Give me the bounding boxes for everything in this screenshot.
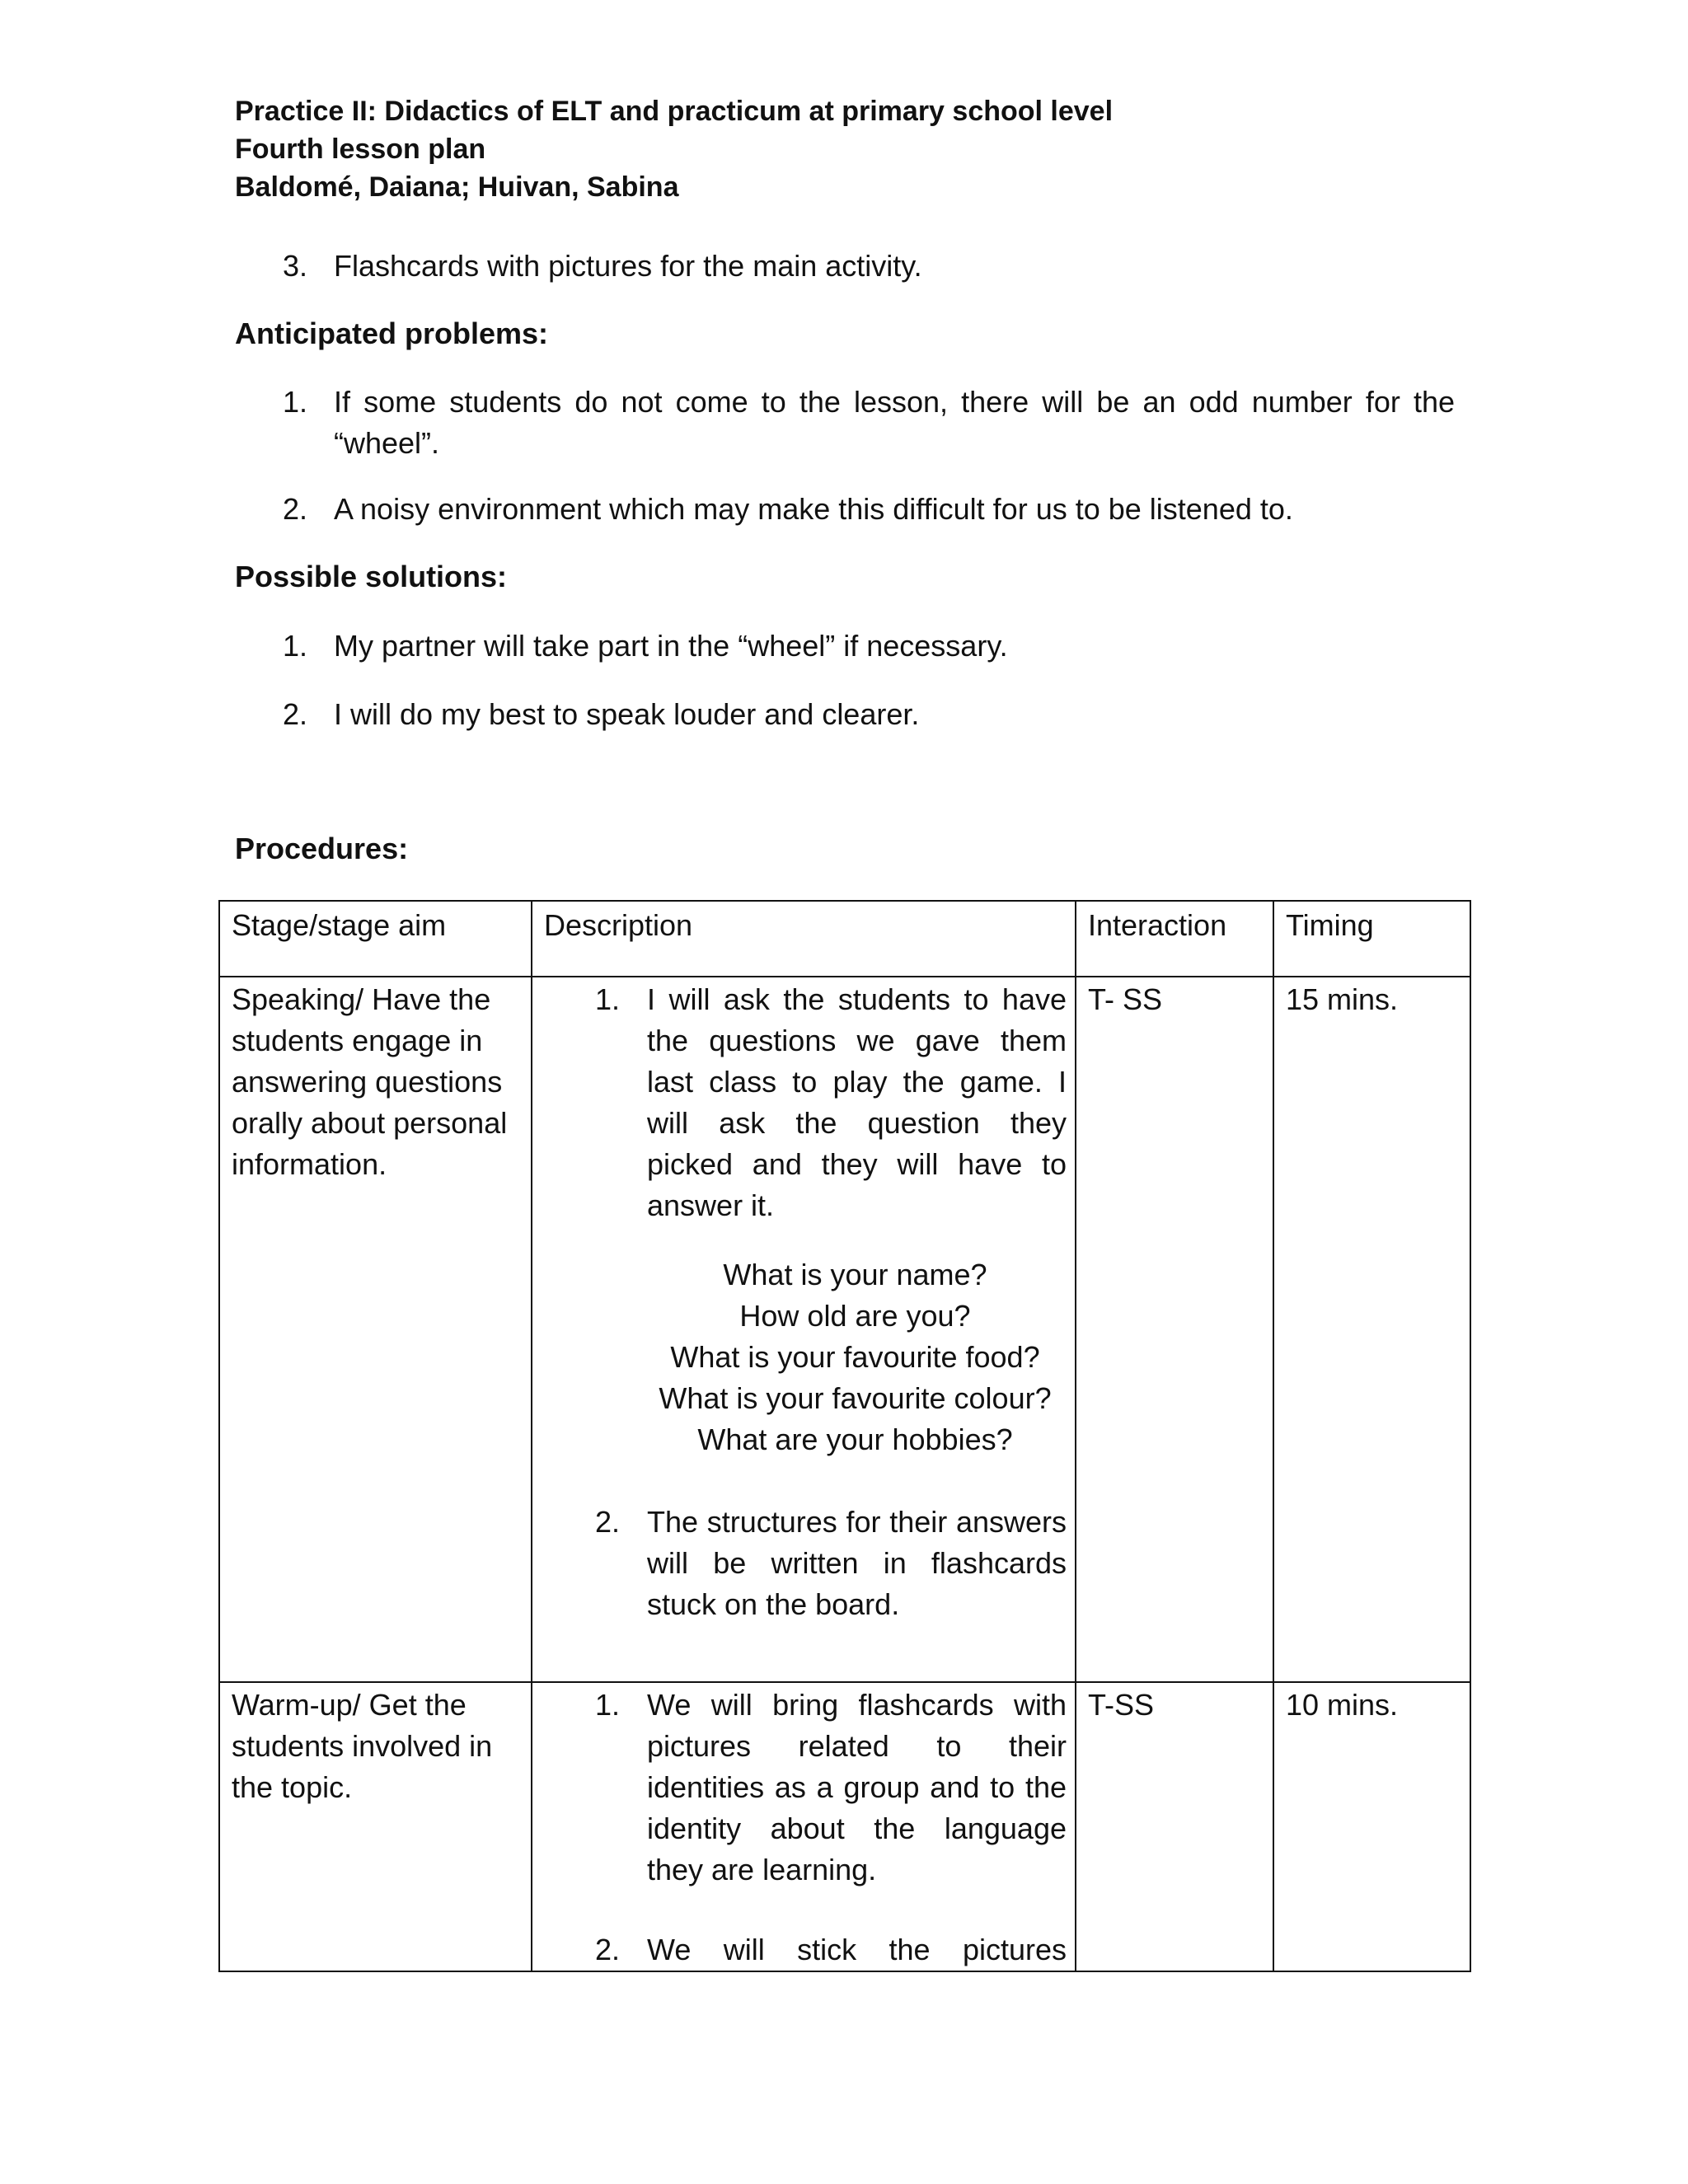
column-header-description: Description [532,901,1076,977]
lesson-plan-title: Fourth lesson plan [235,134,486,165]
question-item: What are your hobbies? [697,1422,1013,1456]
list-text: Flashcards with pictures for the main activity. [334,249,922,283]
stage-cell: Speaking/ Have the students engage in answering questions orally about personal information. [219,977,532,1682]
possible-solutions-heading: Possible solutions: [235,560,508,593]
list-text: If some students do not come to the lesson, there will be an odd number for the “wheel”. [334,385,1455,460]
table-header-row [219,901,1470,977]
question-item: What is your favourite colour? [659,1381,1052,1415]
list-number: 1. [283,385,308,419]
interaction-cell: T-SS [1076,1682,1273,1971]
description-text: I will ask the students to have the questions we gave them last class to play the game. I will ask the question they picked and they will have to answer it. [647,982,1067,1222]
timing-cell: 15 mins. [1273,977,1470,1682]
list-text: I will do my best to speak louder and clearer. [334,697,920,731]
list-number: 1. [283,629,308,663]
description-number: 1. [595,1688,621,1722]
authors: Baldomé, Daiana; Huivan, Sabina [235,171,679,203]
list-number: 2. [283,697,308,731]
procedures-heading: Procedures: [235,832,409,865]
anticipated-problems-heading: Anticipated problems: [235,316,549,350]
list-number: 3. [283,249,308,283]
description-item [544,979,1067,1226]
table-row [219,1682,1470,1971]
list-text: My partner will take part in the “wheel” if necessary. [334,629,1008,663]
stage-cell: Warm-up/ Get the students involved in the topic. [219,1682,532,1971]
description-text: We will stick the pictures [647,1933,1067,1966]
description-text: The structures for their answers will be written in flashcards stuck on the board. [647,1505,1067,1621]
description-cell [532,977,1076,1682]
spacer [544,1891,1063,1929]
procedures-table [218,900,1471,1972]
list-number: 2. [283,492,308,526]
description-cell [532,1682,1076,1971]
course-title: Practice II: Didactics of ELT and practicum at primary school level [235,96,1114,127]
description-item [544,1929,1067,1971]
table-row [219,977,1470,1682]
description-number: 1. [595,982,621,1016]
list-text: A noisy environment which may make this difficult for us to be listened to. [334,492,1293,526]
description-number: 2. [595,1933,621,1966]
interaction-cell: T- SS [1076,977,1273,1682]
question-item: How old are you? [739,1299,971,1333]
description-text: We will bring flashcards with pictures related to their identities as a group and to the identity about the language they are learning. [647,1688,1067,1886]
question-list [544,1254,1063,1460]
question-item: What is your favourite food? [670,1340,1040,1374]
timing-cell: 10 mins. [1273,1682,1470,1971]
document-header [235,92,1113,206]
description-item [544,1685,1067,1891]
question-item: What is your name? [723,1258,987,1291]
column-header-interaction: Interaction [1076,901,1273,977]
description-item [544,1502,1067,1625]
column-header-timing: Timing [1273,901,1470,977]
column-header-stage: Stage/stage aim [219,901,532,977]
description-number: 2. [595,1505,621,1539]
